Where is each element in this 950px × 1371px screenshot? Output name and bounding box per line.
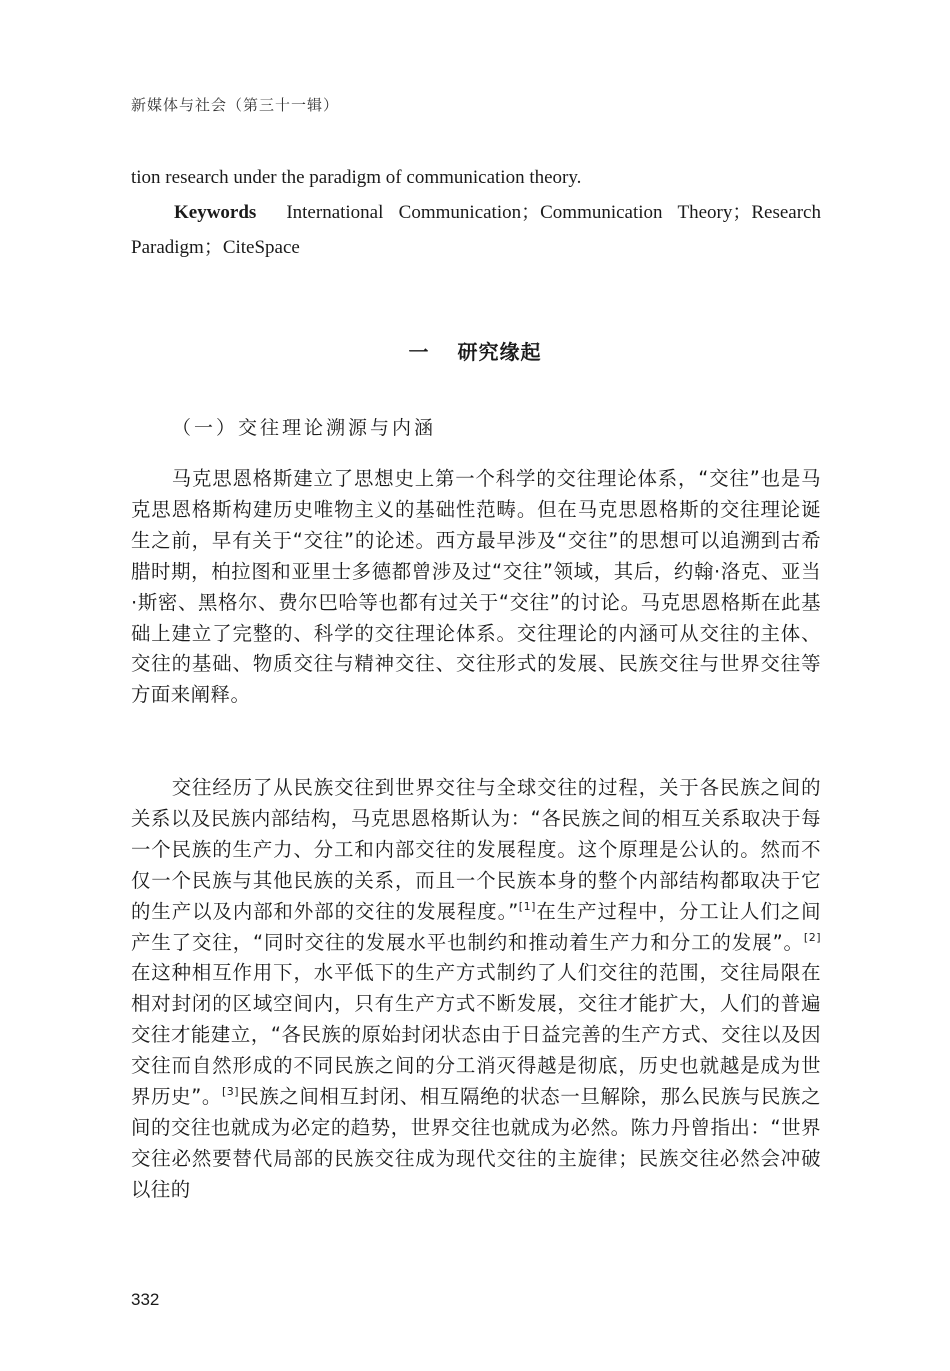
body-paragraph (131, 773, 821, 1206)
subsection-title: （一）交往理论溯源与内涵 (172, 417, 437, 439)
citation-ref: [2] (803, 930, 821, 944)
citation-ref: [3] (222, 1085, 240, 1099)
section-title-text: 研究缘起 (457, 340, 542, 364)
running-header: 新媒体与社会（第三十一辑） (131, 96, 340, 114)
paragraph-segment: 在生产过程中，分工让人们之间产生了交往，“同时交往的发展水平也制约和推动着生产力和分工的发展”。 (131, 899, 821, 954)
keywords-label: Keywords (174, 202, 257, 223)
paragraph-segment: 交往经历了从民族交往到世界交往与全球交往的过程，关于各民族之间的关系以及民族内部结构，马克思恩格斯认为：“各民族之间的相互关系取决于每一个民族的生产力、分工和内部交往的发展程度。这个原理是公认的。然而不仅一个民族与其他民族的关系，而且一个民族本身的整个内部结构都取决于它的生产以及内部和外部的交往的发展程度。” (131, 776, 821, 923)
abstract-tail: tion research under the paradigm of communication theory. (131, 167, 582, 188)
keywords (131, 195, 821, 265)
keywords-text: International Communication；Communication Theory；Research Paradigm；CiteSpace (131, 202, 821, 258)
paragraph-segment: 民族之间相互封闭、相互隔绝的状态一旦解除，那么民族与民族之间的交往也就成为必定的趋势，世界交往也就成为必然。陈力丹曾指出：“世界交往必然要替代局部的民族交往成为现代交往的主旋律；民族交往必然会冲破以往的 (131, 1085, 822, 1201)
section-number: 一 (408, 340, 430, 364)
page-number: 332 (131, 1290, 160, 1309)
citation-ref: [1] (518, 899, 536, 913)
section-title (0, 336, 950, 365)
body-paragraph: 马克思恩格斯建立了思想史上第一个科学的交往理论体系，“交往”也是马克思恩格斯构建历史唯物主义的基础性范畴。但在马克思恩格斯的交往理论诞生之前，早有关于“交往”的论述。西方最早涉及“交往”的思想可以追溯到古希腊时期，柏拉图和亚里士多德都曾涉及过“交往”领域，其后，约翰·洛克、亚当·斯密、黑格尔、费尔巴哈等也都有过关于“交往”的讨论。马克思恩格斯在此基础上建立了完整的、科学的交往理论体系。交往理论的内涵可从交往的主体、交往的基础、物质交往与精神交往、交往形式的发展、民族交往与世界交往等方面来阐释。 (131, 467, 821, 707)
paragraph-segment: 在这种相互作用下，水平低下的生产方式制约了人们交往的范围，交往局限在相对封闭的区域空间内，只有生产方式不断发展，交往才能扩大，人们的普遍交往才能建立，“各民族的原始封闭状态由于日益完善的生产方式、交往以及因交往而自然形成的不同民族之间的分工消灭得越是彻底，历史也就越是成为世界历史”。 (131, 961, 821, 1109)
